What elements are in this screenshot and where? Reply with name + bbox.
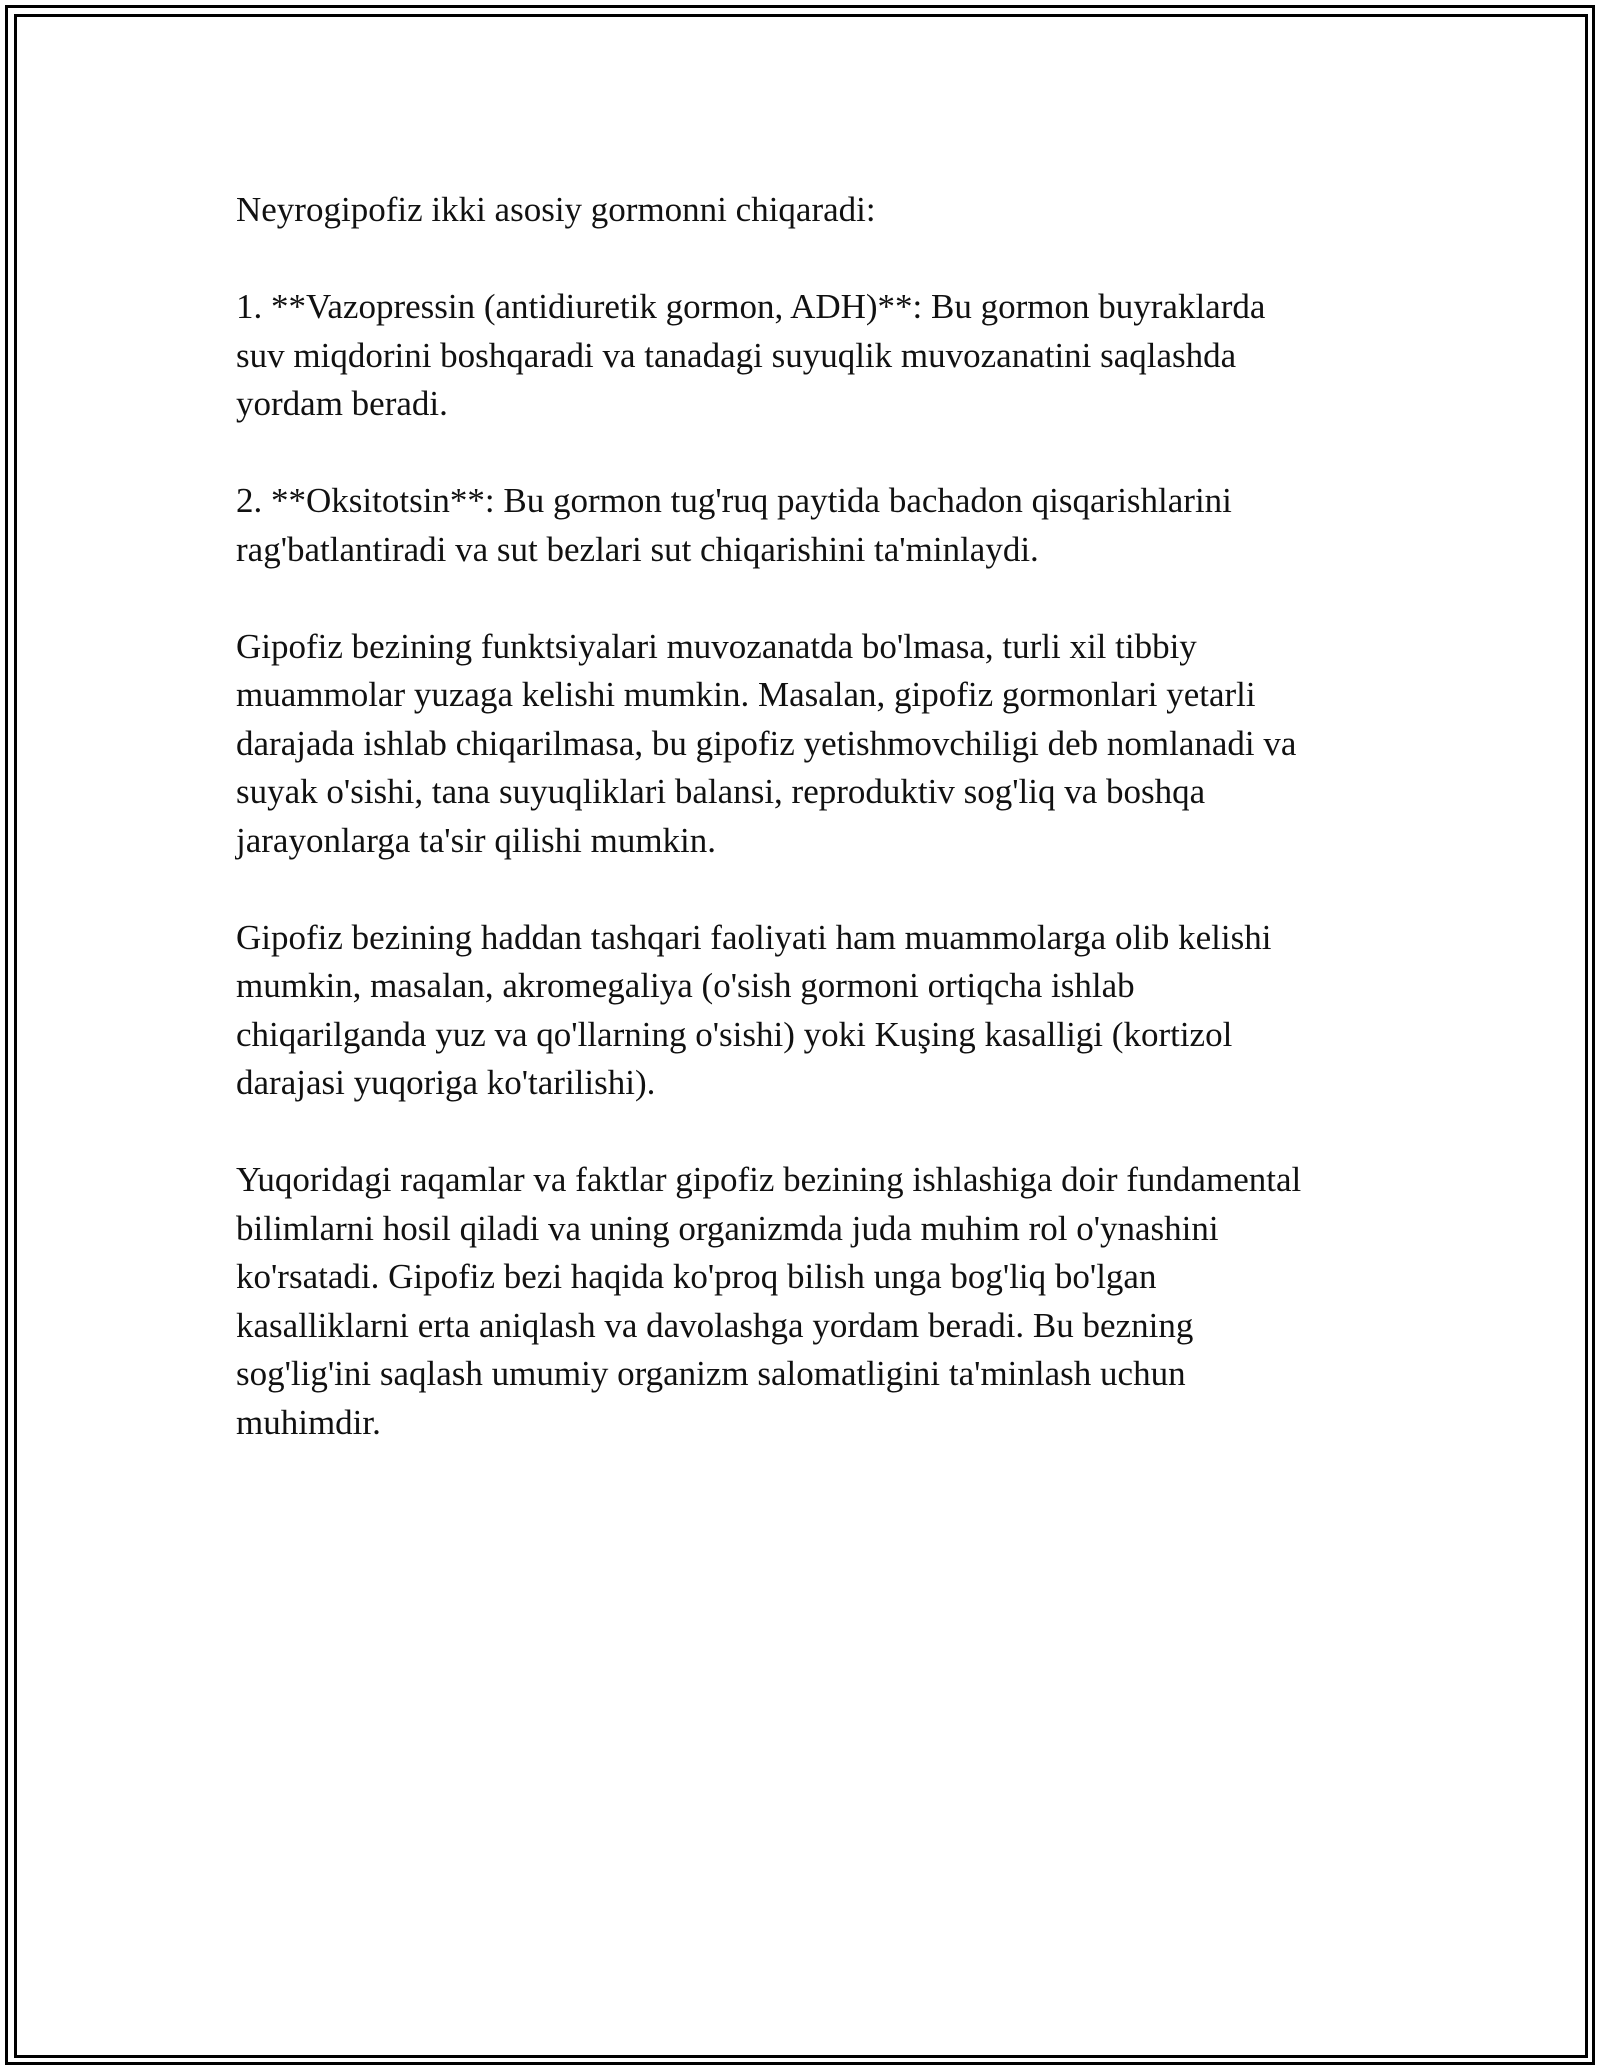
intro-paragraph: Neyrogipofiz ikki asosiy gormonni chiqaradi: — [236, 190, 876, 229]
document-body — [236, 186, 1386, 1496]
list-item-oksitotsin: 2. **Oksitotsin**: Bu gormon tug'ruq paytida bachadon qisqarishlarini rag'batlantiradi va sut bezlari sut chiqarishini ta'minlaydi. — [236, 481, 1232, 569]
paragraph-hyperactivity: Gipofiz bezining haddan tashqari faoliyati ham muammolarga olib kelishi mumkin, masalan, akromegaliya (o'sish gormoni ortiqcha ishlab chiqarilganda yuz va qo'llarning o'sishi) yoki Kuşing kasalligi (kortizol darajasi yuqoriga ko'tarilishi). — [236, 917, 1272, 1102]
paragraph-conclusion: Yuqoridagi raqamlar va faktlar gipofiz bezining ishlashiga doir fundamental bilimlarni hosil qiladi va uning organizmda juda muhim rol o'ynashini ko'rsatadi. Gipofiz bezi haqida ko'proq bilish unga bog'liq bo'lgan kasalliklarni erta aniqlash va davolashga yordam beradi. Bu bezning sog'lig'ini saqlash umumiy organizm salomatligini ta'minlash uchun muhimdir. — [236, 1160, 1302, 1442]
list-item-vazopressin: 1. **Vazopressin (antidiuretik gormon, ADH)**: Bu gormon buyraklarda suv miqdorini boshqaradi va tanadagi suyuqlik muvozanatini saqlashda yordam beradi. — [236, 287, 1266, 423]
paragraph-deficiency: Gipofiz bezining funktsiyalari muvozanatda bo'lmasa, turli xil tibbiy muammolar yuzaga kelishi mumkin. Masalan, gipofiz gormonlari yetarli darajada ishlab chiqarilmasa, bu gipofiz yetishmovchiligi deb nomlanadi va suyak o'sishi, tana suyuqliklari balansi, reproduktiv sog'liq va boshqa jarayonlarga ta'sir qilishi mumkin. — [236, 626, 1297, 860]
